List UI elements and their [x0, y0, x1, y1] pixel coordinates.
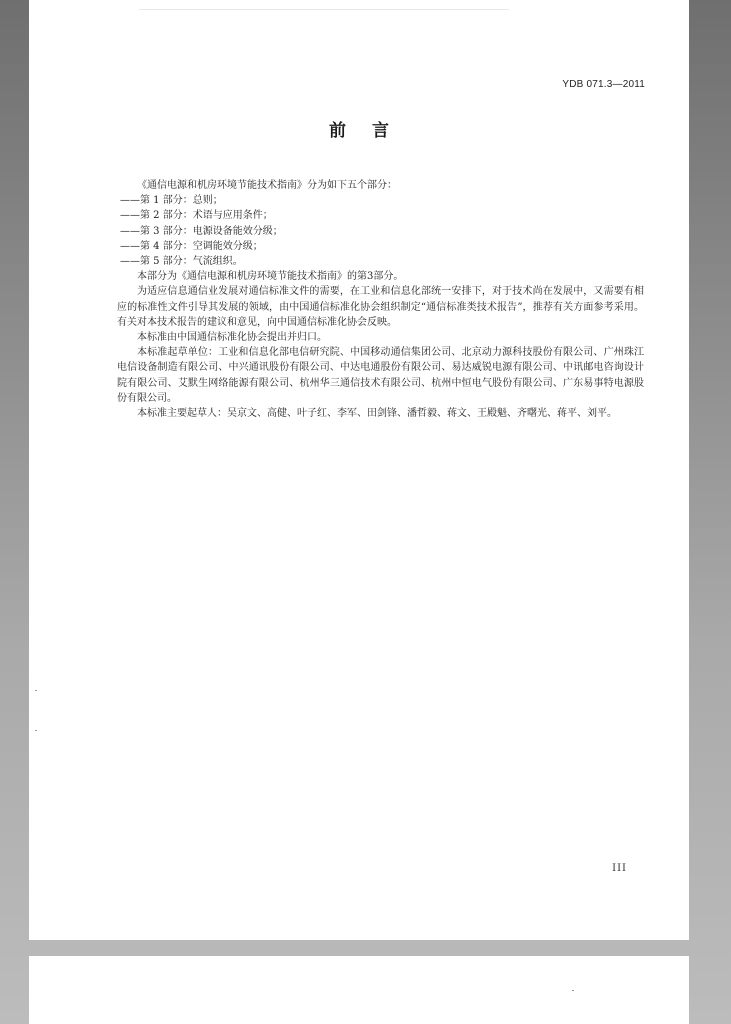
page-number: III: [612, 863, 627, 874]
document-page: [29, 0, 689, 940]
part-list-item: ——第 4 部分：空调能效分级；: [120, 240, 263, 252]
next-document-page: [29, 956, 689, 1024]
proposer-paragraph: 本标准由中国通信标准化协会提出并归口。: [137, 332, 327, 344]
part-statement-paragraph: 本部分为《通信电源和机房环境节能技术指南》的第3部分。: [137, 271, 404, 283]
part-list-item: ——第 3 部分：电源设备能效分级；: [120, 225, 283, 237]
part-list-item: ——第 2 部分：术语与应用条件；: [120, 210, 273, 222]
page-title: 前言: [329, 121, 415, 141]
foreword-body: [117, 178, 644, 421]
scan-speck: [35, 730, 37, 731]
drafting-units-paragraph: 本标准起草单位：工业和信息化部电信研究院、中国移动通信集团公司、北京动力源科技股份有限公司、广州珠江电信设备制造有限公司、中兴通讯股份有限公司、中达电通股份有限公司、易达威锐电源有限公司、中讯邮电咨询设计院有限公司、艾默生网络能源有限公司、杭州华三通信技术有限公司、杭州中恒电气股份有限公司、广东易事特电源股份有限公司。: [117, 347, 644, 404]
drafters-paragraph: 本标准主要起草人：吴京文、高健、叶子红、李军、田剑锋、潘哲毅、蒋文、王殿魁、齐曙光、蒋平、刘平。: [137, 408, 617, 420]
purpose-paragraph: 为适应信息通信业发展对通信标准文件的需要，在工业和信息化部统一安排下，对于技术尚在发展中，又需要有相应的标准性文件引导其发展的领域，由中国通信标准化协会组织制定“通信标准类技术报告”，推荐有关方面参考采用。有关对本技术报告的建议和意见，向中国通信标准化协会反映。: [117, 286, 644, 328]
intro-paragraph: 《通信电源和机房环境节能技术指南》分为如下五个部分：: [137, 180, 397, 191]
scan-speck: [572, 990, 574, 991]
scan-edge-line: [139, 9, 509, 10]
part-list-item: ——第 5 部分：气流组织。: [120, 256, 243, 268]
part-list-item: ——第 1 部分：总则；: [120, 195, 223, 207]
scan-speck: [35, 690, 37, 691]
document-code: YDB 071.3—2011: [562, 79, 645, 90]
